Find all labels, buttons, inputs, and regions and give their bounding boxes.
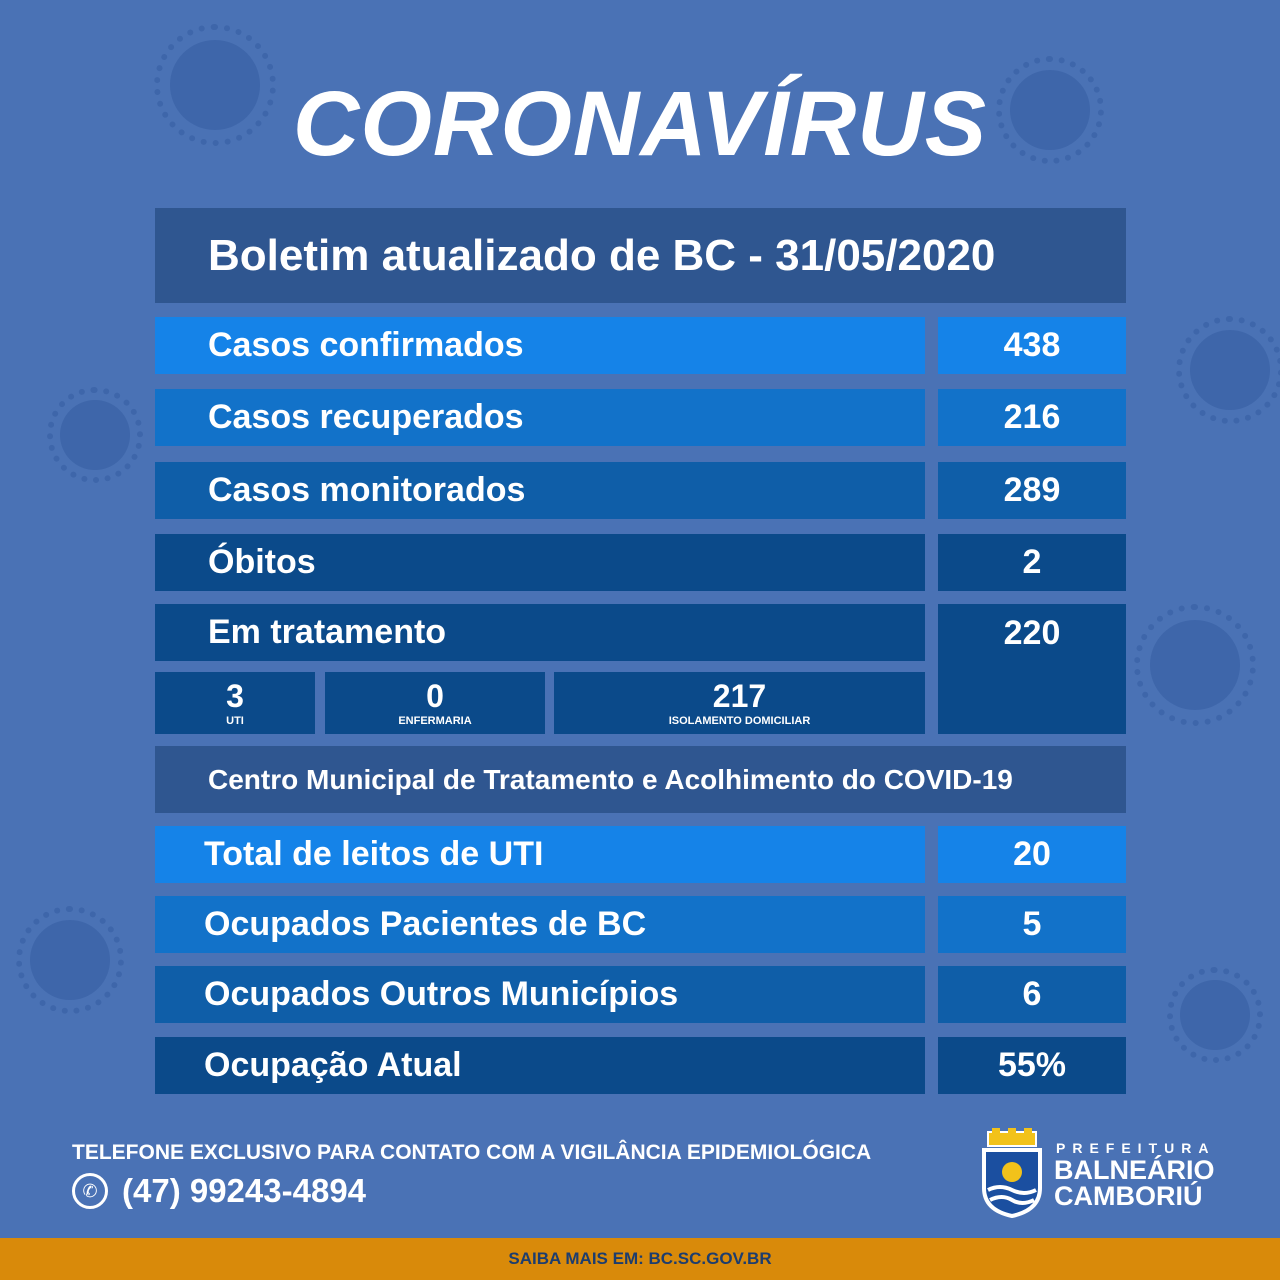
stat-row-monitored <box>155 462 1126 519</box>
stat-row-deaths <box>155 534 1126 591</box>
city-logo <box>978 1128 1216 1220</box>
virus-decoration <box>60 400 130 470</box>
beds-row-bc <box>155 896 1126 953</box>
stat-value: 289 <box>938 462 1126 519</box>
beds-value: 55% <box>938 1037 1126 1094</box>
bulletin-title: Boletim atualizado de BC - 31/05/2020 <box>155 208 1126 303</box>
whatsapp-icon: ✆ <box>72 1173 108 1209</box>
bulletin-header <box>155 208 1126 303</box>
page-title: CORONAVÍRUS <box>292 73 988 175</box>
beds-label: Ocupados Pacientes de BC <box>155 896 925 953</box>
virus-decoration <box>1150 620 1240 710</box>
center-title: Centro Municipal de Tratamento e Acolhimento do COVID-19 <box>155 746 1126 813</box>
city-crest-icon <box>978 1128 1046 1220</box>
beds-value: 5 <box>938 896 1126 953</box>
treatment-home-isolation <box>554 672 925 734</box>
stat-value: 438 <box>938 317 1126 374</box>
treatment-total-value <box>938 604 1126 734</box>
stat-value: 2 <box>938 534 1126 591</box>
treatment-caption: ISOLAMENTO DOMICILIAR <box>668 715 811 727</box>
contact-heading: TELEFONE EXCLUSIVO PARA CONTATO COM A VIGILÂNCIA EPIDEMIOLÓGICA <box>72 1141 872 1164</box>
beds-label: Total de leitos de UTI <box>155 826 925 883</box>
beds-value: 20 <box>938 826 1126 883</box>
stat-label: Casos monitorados <box>155 462 925 519</box>
stat-label: Casos recuperados <box>155 389 925 446</box>
footer-link[interactable]: SAIBA MAIS EM: BC.SC.GOV.BR <box>508 1249 772 1268</box>
treatment-ward <box>325 672 545 734</box>
virus-decoration <box>1180 980 1250 1050</box>
virus-decoration <box>1190 330 1270 410</box>
treatment-value: 0 <box>426 678 444 714</box>
stat-row-recovered <box>155 389 1126 446</box>
stat-label: Casos confirmados <box>155 317 925 374</box>
beds-label: Ocupação Atual <box>155 1037 925 1094</box>
treatment-uti <box>155 672 315 734</box>
logo-name-line1: BALNEÁRIO <box>1054 1155 1215 1185</box>
footer-bar <box>0 1238 1280 1280</box>
beds-row-total <box>155 826 1126 883</box>
contact-phone[interactable]: (47) 99243-4894 <box>122 1172 367 1209</box>
beds-row-other <box>155 966 1126 1023</box>
treatment-value: 3 <box>226 678 244 714</box>
logo-prefix: PREFEITURA <box>1056 1140 1216 1156</box>
stat-value: 220 <box>1003 614 1061 652</box>
virus-decoration <box>30 920 110 1000</box>
stat-value: 216 <box>938 389 1126 446</box>
beds-label: Ocupados Outros Municípios <box>155 966 925 1023</box>
logo-name-line2: CAMBORIÚ <box>1054 1181 1203 1211</box>
center-header <box>155 746 1126 813</box>
stat-label: Em tratamento <box>155 604 925 661</box>
treatment-value: 217 <box>712 678 767 714</box>
beds-row-occupancy <box>155 1037 1126 1094</box>
contact-phone-line[interactable] <box>72 1172 366 1210</box>
treatment-caption: UTI <box>226 715 244 727</box>
stat-row-confirmed <box>155 317 1126 374</box>
stat-label: Óbitos <box>155 534 925 591</box>
beds-value: 6 <box>938 966 1126 1023</box>
treatment-caption: ENFERMARIA <box>398 715 472 727</box>
